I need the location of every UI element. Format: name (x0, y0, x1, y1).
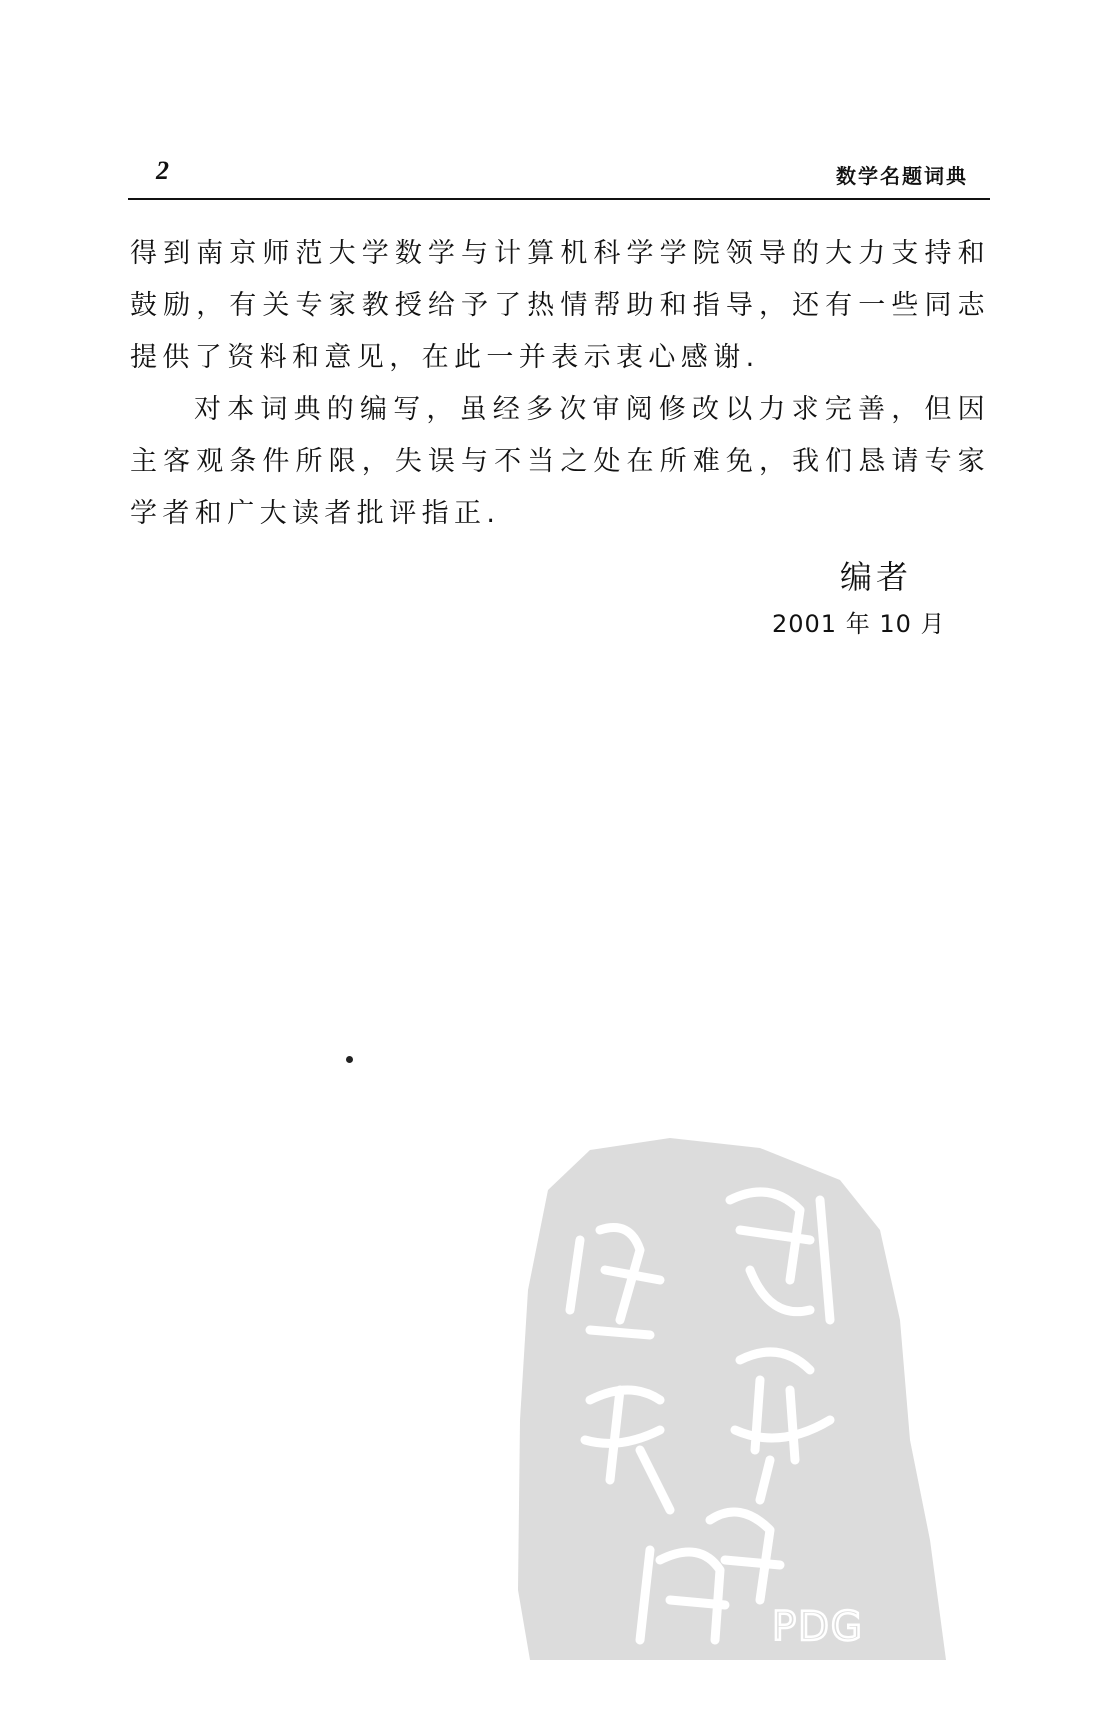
signature-author: 编者 (840, 558, 913, 596)
ink-speck (346, 1056, 353, 1063)
signature-date: 2001 年 10 月 (772, 610, 946, 638)
paragraph-acknowledgement: 得到南京师范大学数学与计算机科学学院领导的大力支持和鼓励，有关专家教授给予了热情帮助和指导，还有一些同志提供了资料和意见，在此一并表示衷心感谢. (130, 238, 990, 373)
seal-stone-shape (518, 1138, 946, 1660)
paragraph-correction-request: 对本词典的编写，虽经多次审阅修改以力求完善，但因主客观条件所限，失误与不当之处在所难免，我们恳请专家学者和广大读者批评指正. (130, 394, 990, 529)
running-title: 数学名题词典 (836, 164, 968, 188)
library-seal-icon (510, 1120, 950, 1660)
body-text (130, 228, 990, 540)
watermark-text: PDG (772, 1604, 864, 1650)
page-number: 2 (156, 156, 169, 185)
page-header (128, 150, 988, 196)
header-rule (128, 198, 990, 200)
